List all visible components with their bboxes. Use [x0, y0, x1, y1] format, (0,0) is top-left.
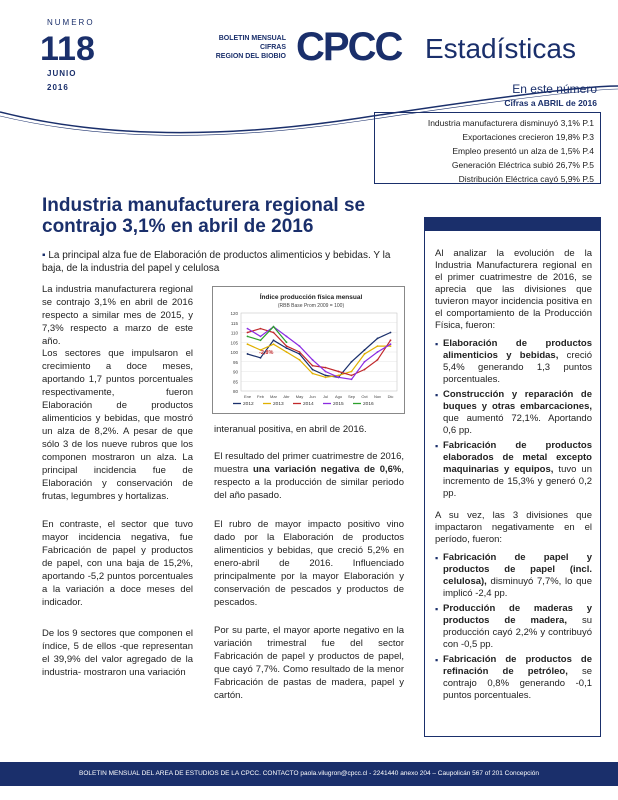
data-point-2014 — [377, 359, 379, 361]
y-tick-label: 100 — [230, 350, 238, 355]
legend-label: 2015 — [333, 402, 344, 407]
data-point-2014 — [351, 375, 353, 377]
legend-label: 2016 — [363, 402, 374, 407]
data-point-2013 — [377, 345, 379, 347]
legend-label: 2012 — [243, 402, 254, 407]
column-2-para-1: interanual positiva, en abril de 2016. — [214, 424, 367, 435]
toc-item[interactable]: Exportaciones crecieron 19,8% P.3 — [462, 132, 594, 142]
logo-word: Estadísticas — [425, 33, 576, 64]
y-tick-label: 115 — [230, 320, 238, 326]
bullet-icon: ▪ — [42, 250, 49, 261]
data-point-2013 — [299, 359, 301, 361]
column-1-para-3: En contraste, el sector que tuvo mayor incidencia negativa, fue Fabricación de papel y productos de papel, con una baja de 15,2%, aportando -5,2 puntos porcentuales a la variación a doce meses del indicador. — [42, 519, 193, 608]
lead-text: La principal alza fue de Elaboración de productos alimenticios y bebidas. Y la baja, de la industria del papel y celulosa — [42, 250, 391, 274]
data-point-2014 — [273, 332, 275, 334]
list-item — [435, 389, 592, 437]
data-point-2013 — [351, 371, 353, 373]
data-point-2014 — [299, 351, 301, 353]
toc-item[interactable]: Generación Eléctrica subió 26,7% P.5 — [451, 160, 594, 170]
sidebar-intro: Al analizar la evolución de la Industria Manufacturera regional en el primer cuatrimestre de 2016, se aprecia que las divisiones que tuvieron mayor incidencia positiva en el comportamiento de la Producción Física, fueron: — [435, 248, 592, 331]
positive-list — [435, 338, 592, 500]
data-point-2015 — [325, 371, 327, 373]
data-point-2012 — [286, 347, 288, 349]
chart-annotation: -2,8% — [259, 350, 274, 356]
data-point-2015 — [377, 351, 379, 353]
data-point-2012 — [351, 361, 353, 363]
chart-subtitle: (RBB Base Prom 2009 = 100) — [277, 303, 345, 309]
para-highlight: una variación negativa de 0,6% — [252, 464, 402, 475]
y-tick-label: 80 — [232, 389, 238, 394]
data-point-2012 — [260, 357, 262, 359]
list-item — [435, 338, 592, 386]
sidebar-intro-2: A su vez, las 3 divisiones que impactaron negativamente en el período, fueron: — [435, 510, 592, 545]
list-item — [435, 603, 592, 651]
data-point-2013 — [312, 373, 314, 375]
issue-year: 2016 — [47, 83, 69, 92]
cpcc-logo: CPCC — [296, 25, 402, 69]
data-point-2014 — [312, 365, 314, 367]
toc-item[interactable]: Distribución Eléctrica cayó 5,9% P.5 — [458, 174, 594, 184]
data-point-2013 — [247, 343, 249, 345]
column-1-para-4: De los 9 sectores que componen el índice, 5 de ellos -que representan el 39,9% del valor agregado de la industria- mostraron una variación — [42, 628, 193, 678]
data-point-2014 — [260, 328, 262, 330]
item-text: su producción cayó 2,2% y contribuyó con -0,5 pp. — [443, 615, 592, 650]
data-point-2012 — [325, 375, 327, 377]
list-item — [435, 440, 592, 500]
x-tick-label: Jun — [309, 394, 316, 399]
numero-label: NUMERO — [47, 18, 95, 27]
sidebar-top-bar — [425, 218, 600, 231]
data-point-2013 — [273, 343, 275, 345]
article-lead — [42, 249, 402, 275]
data-point-2013 — [364, 353, 366, 355]
data-period-label: Cifras a ABRIL de 2016 — [504, 98, 597, 108]
y-tick-label: 105 — [230, 340, 238, 346]
analysis-sidebar — [424, 217, 601, 737]
production-index-chart — [212, 286, 405, 414]
data-point-2016 — [260, 339, 262, 341]
item-text: creció 5,4% generando 1,3 puntos porcentuales. — [443, 350, 592, 385]
header-subtitle-boletin: BOLETIN MENSUAL — [218, 35, 286, 42]
para-text: El resultado del primer cuatrimestre de 2016, muestra — [214, 451, 404, 475]
chart-svg — [213, 287, 404, 413]
data-point-2014 — [364, 369, 366, 371]
data-point-2013 — [286, 351, 288, 353]
list-item — [435, 654, 592, 702]
data-point-2014 — [286, 345, 288, 347]
in-this-issue-heading: En este número — [512, 82, 597, 96]
data-point-2015 — [247, 328, 249, 330]
toc-item[interactable]: Empleo presentó un alza de 1,5% P.4 — [452, 146, 594, 156]
x-tick-label: Jul — [322, 394, 329, 399]
header-subtitle-cifras: CIFRAS — [259, 44, 286, 51]
data-point-2014 — [325, 367, 327, 369]
issue-number: 118 — [40, 30, 95, 68]
y-tick-label: 90 — [232, 369, 238, 375]
x-tick-label: Abr — [283, 394, 290, 399]
chart-title: Índice producción física mensual — [259, 294, 363, 301]
data-point-2014 — [247, 332, 249, 334]
item-text: que aumentó 72,1%. Aportando 0,6 pp. — [443, 413, 592, 436]
item-heading: Construcción y reparación de buques y otras embarcaciones, — [443, 389, 592, 412]
item-heading: Fabricación de productos elaborados de metal excepto maquinarias y equipos, — [443, 440, 592, 475]
data-point-2016 — [286, 341, 288, 343]
data-point-2012 — [364, 349, 366, 351]
y-tick-label: 95 — [232, 359, 238, 365]
data-point-2015 — [312, 359, 314, 361]
data-point-2014 — [338, 371, 340, 373]
data-point-2015 — [364, 361, 366, 363]
item-heading: Elaboración de productos alimenticios y bebidas, — [443, 338, 592, 361]
data-point-2016 — [247, 336, 249, 338]
item-text: se contrajo 0,8% generando -0,1 puntos porcentuales. — [443, 666, 592, 701]
data-point-2014 — [390, 339, 392, 341]
column-1-para-2: Los sectores que impulsaron el crecimiento a doce meses, aportando 1,7 puntos porcentuales respectivamente, fueron Elaboración de productos alimenticios y bebidas, que mostró un alza de 8,2%. A pesar de que sólo 3 de los nueve rubros que los componen mostraron un alza. La principal incidencia fue de Elaboración y conservación de frutas, legumbres y hortalizas. — [42, 348, 193, 502]
data-point-2012 — [312, 369, 314, 371]
item-heading: Producción de maderas y productos de madera, — [443, 603, 592, 626]
item-heading: Fabricación de papel y productos de papel (incl. celulosa), — [443, 552, 592, 587]
x-tick-label: Oct — [361, 394, 368, 399]
footer-contact: BOLETIN MENSUAL DEL AREA DE ESTUDIOS DE LA CPCC. CONTACTO paola.vilugron@cpcc.cl - 2241440 anexo 204 – Caupolicán 567 of 201 Concepción — [78, 770, 539, 777]
data-point-2013 — [338, 375, 340, 377]
x-tick-label: Mar — [270, 394, 277, 399]
data-point-2015 — [286, 336, 288, 338]
column-2-para-4: Por su parte, el mayor aporte negativo en la variación trimestral fue del sector Fabricación de papel y productos de papel, que cayó 7,7%. Como resultado de la menor Fabricación de pastas de madera, papel y cartón. — [214, 625, 404, 701]
data-point-2013 — [325, 376, 327, 378]
x-tick-label: Ene — [243, 394, 252, 399]
data-point-2012 — [273, 339, 275, 341]
legend-label: 2013 — [273, 402, 284, 407]
data-point-2012 — [390, 332, 392, 334]
data-point-2015 — [260, 336, 262, 338]
toc-item[interactable]: Industria manufacturera disminuyó 3,1% P.1 — [427, 118, 594, 128]
column-2-para-3: El rubro de mayor impacto positivo vino dado por la Elaboración de productos alimenticios y bebidas, que creció 5,2% en enero-abril de 2016. Influenciado principalmente por la mayor Elaboración y conservación de pescados y productos de pescados. — [214, 519, 404, 608]
sidebar-body — [435, 248, 592, 705]
x-tick-label: Ago — [334, 394, 343, 399]
data-point-2015 — [338, 376, 340, 378]
header-subtitle-region: REGION DEL BIOBIO — [215, 53, 286, 60]
x-tick-label: Nov — [373, 394, 382, 399]
data-point-2012 — [377, 337, 379, 339]
item-text: disminuyó 7,7%, lo que implicó -2,4 pp. — [443, 576, 592, 599]
x-tick-label: May — [295, 394, 304, 399]
item-text: tuvo un incremento de 15,3% y generó 0,2 pp. — [443, 464, 592, 499]
column-1-para-1: La industria manufacturera regional se contrajo 3,1% en abril de 2016 respecto a similar mes de 2015, y 7,3% respecto a marzo de este año. — [42, 284, 193, 347]
negative-list — [435, 552, 592, 702]
data-point-2016 — [273, 326, 275, 328]
issue-month: JUNIO — [47, 69, 77, 78]
x-tick-label: Feb — [257, 394, 264, 399]
x-tick-label: Sep — [347, 394, 356, 399]
legend-label: 2014 — [303, 402, 314, 407]
table-of-contents — [374, 112, 601, 184]
data-point-2015 — [390, 343, 392, 345]
data-point-2013 — [390, 345, 392, 347]
para-text: , respecto a la producción de similar periodo del año pasado. — [214, 464, 404, 501]
data-point-2015 — [299, 345, 301, 347]
list-item — [435, 552, 592, 600]
y-tick-label: 120 — [230, 311, 238, 316]
data-point-2015 — [351, 378, 353, 380]
article-title: Industria manufacturera regional se contrajo 3,1% en abril de 2016 — [42, 195, 366, 237]
y-tick-label: 85 — [232, 379, 238, 385]
data-point-2012 — [247, 353, 249, 355]
item-heading: Fabricación de productos de refinación de petróleo, — [443, 654, 592, 677]
x-tick-label: Dic — [387, 394, 394, 399]
column-2-para-2 — [214, 450, 404, 502]
y-tick-label: 110 — [230, 330, 238, 336]
